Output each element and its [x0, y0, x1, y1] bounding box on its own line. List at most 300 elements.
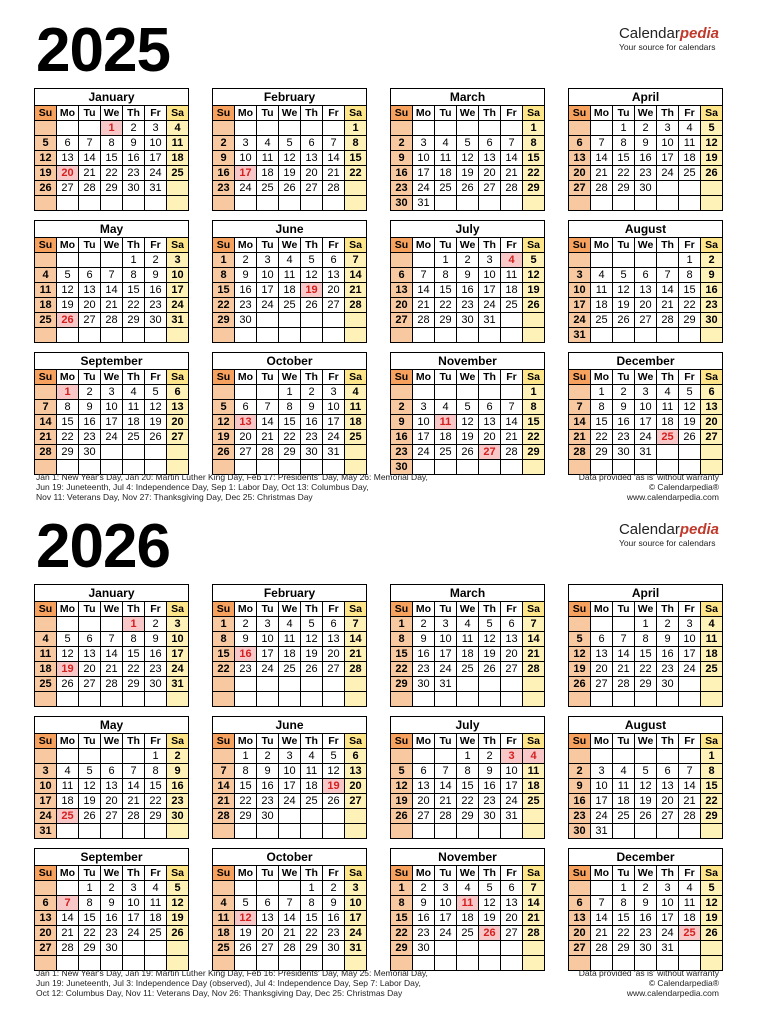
day-cell: 20 — [79, 298, 101, 313]
day-cell: 10 — [435, 632, 457, 647]
day-cell: 2 — [413, 617, 435, 632]
day-cell: 14 — [345, 268, 367, 283]
day-cell: 20 — [79, 662, 101, 677]
empty-day-cell — [569, 385, 591, 400]
empty-day-cell — [479, 385, 501, 400]
day-cell: 1 — [79, 881, 101, 896]
empty-day-cell — [213, 692, 235, 707]
empty-day-cell — [701, 328, 723, 343]
day-cell: 3 — [101, 385, 123, 400]
day-cell: 28 — [435, 809, 457, 824]
weekday-header: Sa — [167, 602, 189, 617]
month-april — [568, 584, 723, 707]
day-cell: 8 — [457, 764, 479, 779]
holiday-day-cell: 1 — [57, 385, 79, 400]
day-cell: 17 — [657, 151, 679, 166]
day-cell: 2 — [323, 881, 345, 896]
month-name: February — [212, 584, 367, 601]
day-cell: 28 — [501, 445, 523, 460]
day-cell: 18 — [145, 911, 167, 926]
empty-day-cell — [213, 121, 235, 136]
weekday-header: Fr — [501, 238, 523, 253]
weekday-header: Th — [479, 238, 501, 253]
day-cell: 30 — [101, 941, 123, 956]
day-cell: 24 — [435, 662, 457, 677]
day-cell: 10 — [501, 764, 523, 779]
empty-day-cell — [323, 677, 345, 692]
day-cell: 3 — [123, 881, 145, 896]
day-cell: 31 — [591, 824, 613, 839]
day-cell: 26 — [57, 677, 79, 692]
day-cell: 26 — [635, 809, 657, 824]
day-cell: 3 — [167, 253, 189, 268]
day-cell: 22 — [591, 430, 613, 445]
day-cell: 3 — [591, 764, 613, 779]
day-cell: 1 — [213, 617, 235, 632]
day-cell: 10 — [657, 896, 679, 911]
day-cell: 21 — [413, 298, 435, 313]
day-cell: 19 — [479, 911, 501, 926]
day-cell: 4 — [279, 253, 301, 268]
day-cell: 11 — [35, 647, 57, 662]
day-cell: 12 — [391, 779, 413, 794]
day-cell: 2 — [79, 385, 101, 400]
weekday-header: Sa — [523, 866, 545, 881]
day-cell: 19 — [569, 662, 591, 677]
day-cell: 31 — [145, 181, 167, 196]
day-cell: 10 — [35, 779, 57, 794]
day-cell: 25 — [435, 445, 457, 460]
day-cell: 29 — [457, 809, 479, 824]
day-cell: 7 — [257, 400, 279, 415]
day-cell: 16 — [235, 283, 257, 298]
weekday-header: Th — [657, 106, 679, 121]
empty-day-cell — [235, 385, 257, 400]
month-table — [34, 105, 189, 211]
empty-day-cell — [213, 677, 235, 692]
empty-day-cell — [213, 196, 235, 211]
day-cell: 26 — [167, 926, 189, 941]
day-cell: 30 — [635, 941, 657, 956]
day-cell: 27 — [257, 941, 279, 956]
day-cell: 3 — [345, 881, 367, 896]
day-cell: 24 — [569, 313, 591, 328]
empty-day-cell — [657, 692, 679, 707]
month-june — [212, 220, 367, 343]
empty-day-cell — [479, 196, 501, 211]
day-cell: 30 — [569, 824, 591, 839]
weekday-header: Th — [479, 866, 501, 881]
day-cell: 13 — [301, 151, 323, 166]
month-name: January — [34, 584, 189, 601]
day-cell: 8 — [235, 764, 257, 779]
weekday-header: Th — [657, 370, 679, 385]
day-cell: 9 — [101, 896, 123, 911]
empty-day-cell — [301, 328, 323, 343]
day-cell: 28 — [35, 445, 57, 460]
day-cell: 18 — [501, 283, 523, 298]
empty-day-cell — [435, 749, 457, 764]
empty-day-cell — [391, 692, 413, 707]
day-cell: 8 — [679, 268, 701, 283]
day-cell: 18 — [279, 283, 301, 298]
day-cell: 3 — [167, 617, 189, 632]
day-cell: 28 — [257, 445, 279, 460]
empty-day-cell — [591, 121, 613, 136]
weekday-header: Th — [479, 602, 501, 617]
day-cell: 19 — [167, 911, 189, 926]
day-cell: 2 — [569, 764, 591, 779]
weekday-header: Tu — [79, 866, 101, 881]
day-cell: 25 — [591, 313, 613, 328]
day-cell: 18 — [435, 430, 457, 445]
day-cell: 15 — [79, 911, 101, 926]
day-cell: 14 — [501, 415, 523, 430]
empty-day-cell — [279, 313, 301, 328]
day-cell: 1 — [145, 749, 167, 764]
day-cell: 14 — [57, 911, 79, 926]
day-cell: 13 — [167, 400, 189, 415]
day-cell: 10 — [479, 268, 501, 283]
day-cell: 3 — [145, 121, 167, 136]
day-cell: 28 — [57, 941, 79, 956]
weekday-header: Su — [35, 106, 57, 121]
weekday-header: Fr — [145, 238, 167, 253]
day-cell: 28 — [213, 809, 235, 824]
day-cell: 24 — [123, 926, 145, 941]
empty-day-cell — [301, 809, 323, 824]
day-cell: 6 — [391, 268, 413, 283]
weekday-header: Mo — [413, 866, 435, 881]
empty-day-cell — [523, 196, 545, 211]
empty-day-cell — [591, 881, 613, 896]
empty-day-cell — [145, 328, 167, 343]
day-cell: 13 — [501, 896, 523, 911]
day-cell: 19 — [57, 298, 79, 313]
empty-day-cell — [701, 824, 723, 839]
empty-day-cell — [679, 677, 701, 692]
day-cell: 15 — [301, 911, 323, 926]
empty-day-cell — [679, 328, 701, 343]
day-cell: 15 — [213, 647, 235, 662]
holiday-day-cell: 1 — [123, 617, 145, 632]
day-cell: 16 — [123, 151, 145, 166]
day-cell: 15 — [101, 151, 123, 166]
weekday-header: Th — [479, 734, 501, 749]
empty-day-cell — [523, 956, 545, 971]
day-cell: 20 — [345, 779, 367, 794]
empty-day-cell — [213, 385, 235, 400]
weekday-header: Mo — [413, 602, 435, 617]
weekday-header: Su — [35, 370, 57, 385]
day-cell: 7 — [323, 136, 345, 151]
day-cell: 23 — [145, 298, 167, 313]
day-cell: 18 — [279, 647, 301, 662]
day-cell: 28 — [413, 313, 435, 328]
empty-day-cell — [591, 328, 613, 343]
day-cell: 29 — [301, 941, 323, 956]
weekday-header: Sa — [345, 866, 367, 881]
day-cell: 6 — [235, 400, 257, 415]
day-cell: 31 — [501, 809, 523, 824]
empty-day-cell — [613, 253, 635, 268]
empty-day-cell — [457, 328, 479, 343]
empty-day-cell — [523, 824, 545, 839]
day-cell: 8 — [523, 400, 545, 415]
weekday-header: Su — [213, 238, 235, 253]
day-cell: 4 — [657, 385, 679, 400]
day-cell: 20 — [235, 430, 257, 445]
empty-day-cell — [323, 692, 345, 707]
day-cell: 5 — [145, 385, 167, 400]
day-cell: 24 — [235, 181, 257, 196]
day-cell: 5 — [679, 385, 701, 400]
weekday-header: We — [101, 866, 123, 881]
weekday-header: Su — [391, 370, 413, 385]
empty-day-cell — [57, 196, 79, 211]
empty-day-cell — [701, 941, 723, 956]
day-cell: 19 — [701, 911, 723, 926]
day-cell: 26 — [613, 313, 635, 328]
day-cell: 18 — [457, 911, 479, 926]
day-cell: 9 — [257, 764, 279, 779]
day-cell: 8 — [635, 632, 657, 647]
day-cell: 19 — [301, 647, 323, 662]
day-cell: 28 — [523, 662, 545, 677]
day-cell: 6 — [479, 400, 501, 415]
empty-day-cell — [391, 385, 413, 400]
weekday-header: Fr — [145, 602, 167, 617]
weekday-header: We — [635, 866, 657, 881]
month-table — [390, 237, 545, 343]
empty-day-cell — [57, 881, 79, 896]
day-cell: 30 — [235, 313, 257, 328]
day-cell: 31 — [167, 313, 189, 328]
day-cell: 9 — [701, 268, 723, 283]
day-cell: 30 — [391, 196, 413, 211]
weekday-header: Mo — [235, 866, 257, 881]
day-cell: 6 — [569, 136, 591, 151]
day-cell: 18 — [523, 779, 545, 794]
empty-day-cell — [413, 824, 435, 839]
day-cell: 16 — [145, 283, 167, 298]
empty-day-cell — [657, 749, 679, 764]
month-december — [568, 848, 723, 971]
day-cell: 30 — [479, 809, 501, 824]
day-cell: 26 — [301, 298, 323, 313]
weekday-header: Tu — [257, 866, 279, 881]
day-cell: 8 — [391, 896, 413, 911]
day-cell: 1 — [435, 253, 457, 268]
holiday-note-line: Jan 1: New Year's Day, Jan 20: Martin Luther King Day, Feb 17: Presidents' Day, May 26: Memorial Day, — [36, 472, 428, 482]
weekday-header: Mo — [591, 866, 613, 881]
weekday-header: Tu — [79, 602, 101, 617]
empty-day-cell — [679, 824, 701, 839]
day-cell: 17 — [101, 415, 123, 430]
day-cell: 26 — [457, 445, 479, 460]
day-cell: 8 — [123, 632, 145, 647]
day-cell: 17 — [679, 647, 701, 662]
month-table — [212, 237, 367, 343]
empty-day-cell — [679, 445, 701, 460]
month-june — [212, 716, 367, 839]
day-cell: 17 — [35, 794, 57, 809]
weekday-header: We — [457, 106, 479, 121]
day-cell: 27 — [323, 662, 345, 677]
empty-day-cell — [235, 824, 257, 839]
day-cell: 15 — [701, 779, 723, 794]
day-cell: 8 — [57, 400, 79, 415]
day-cell: 6 — [301, 136, 323, 151]
day-cell: 20 — [167, 415, 189, 430]
day-cell: 21 — [57, 926, 79, 941]
day-cell: 8 — [591, 400, 613, 415]
weekday-header: Fr — [679, 106, 701, 121]
day-cell: 11 — [345, 400, 367, 415]
day-cell: 14 — [591, 911, 613, 926]
day-cell: 15 — [613, 911, 635, 926]
day-cell: 6 — [413, 764, 435, 779]
day-cell: 5 — [301, 253, 323, 268]
day-cell: 24 — [257, 298, 279, 313]
day-cell: 13 — [79, 283, 101, 298]
day-cell: 17 — [167, 647, 189, 662]
month-name: March — [390, 584, 545, 601]
day-cell: 11 — [145, 896, 167, 911]
weekday-header: Sa — [167, 734, 189, 749]
day-cell: 13 — [257, 911, 279, 926]
weekday-header: We — [279, 370, 301, 385]
empty-day-cell — [257, 881, 279, 896]
day-cell: 15 — [635, 647, 657, 662]
day-cell: 16 — [301, 415, 323, 430]
day-cell: 12 — [701, 896, 723, 911]
day-cell: 11 — [679, 896, 701, 911]
day-cell: 4 — [213, 896, 235, 911]
empty-day-cell — [123, 824, 145, 839]
empty-day-cell — [569, 196, 591, 211]
day-cell: 22 — [613, 926, 635, 941]
holiday-day-cell: 26 — [57, 313, 79, 328]
day-cell: 30 — [657, 677, 679, 692]
empty-day-cell — [345, 677, 367, 692]
empty-day-cell — [145, 196, 167, 211]
day-cell: 26 — [235, 941, 257, 956]
day-cell: 13 — [345, 764, 367, 779]
empty-day-cell — [145, 941, 167, 956]
empty-day-cell — [435, 328, 457, 343]
month-december — [568, 352, 723, 475]
day-cell: 9 — [657, 632, 679, 647]
day-cell: 4 — [145, 881, 167, 896]
day-cell: 2 — [413, 881, 435, 896]
month-table — [212, 105, 367, 211]
day-cell: 18 — [257, 166, 279, 181]
day-cell: 19 — [635, 794, 657, 809]
empty-day-cell — [213, 824, 235, 839]
day-cell: 3 — [323, 385, 345, 400]
day-cell: 7 — [591, 136, 613, 151]
day-cell: 27 — [235, 445, 257, 460]
empty-day-cell — [657, 328, 679, 343]
weekday-header: We — [457, 238, 479, 253]
day-cell: 28 — [79, 181, 101, 196]
day-cell: 25 — [613, 809, 635, 824]
day-cell: 9 — [301, 400, 323, 415]
day-cell: 2 — [145, 617, 167, 632]
day-cell: 23 — [213, 181, 235, 196]
weekday-header: We — [457, 734, 479, 749]
weekday-header: Tu — [257, 734, 279, 749]
day-cell: 11 — [279, 632, 301, 647]
day-cell: 22 — [213, 662, 235, 677]
day-cell: 12 — [301, 268, 323, 283]
day-cell: 31 — [167, 677, 189, 692]
day-cell: 30 — [123, 181, 145, 196]
day-cell: 5 — [457, 136, 479, 151]
empty-day-cell — [413, 328, 435, 343]
day-cell: 19 — [145, 415, 167, 430]
day-cell: 3 — [679, 617, 701, 632]
day-cell: 20 — [701, 415, 723, 430]
weekday-header: Su — [213, 370, 235, 385]
day-cell: 16 — [167, 779, 189, 794]
day-cell: 24 — [257, 662, 279, 677]
day-cell: 11 — [679, 136, 701, 151]
day-cell: 12 — [323, 764, 345, 779]
empty-day-cell — [35, 385, 57, 400]
day-cell: 20 — [35, 926, 57, 941]
day-cell: 10 — [679, 632, 701, 647]
day-cell: 15 — [57, 415, 79, 430]
day-cell: 12 — [57, 283, 79, 298]
empty-day-cell — [569, 749, 591, 764]
empty-day-cell — [523, 313, 545, 328]
day-cell: 16 — [569, 794, 591, 809]
weekday-header: Tu — [613, 370, 635, 385]
empty-day-cell — [235, 328, 257, 343]
day-cell: 7 — [79, 136, 101, 151]
empty-day-cell — [345, 196, 367, 211]
day-cell: 10 — [657, 136, 679, 151]
day-cell: 3 — [257, 617, 279, 632]
weekday-header: Th — [301, 106, 323, 121]
day-cell: 21 — [345, 647, 367, 662]
day-cell: 19 — [457, 166, 479, 181]
empty-day-cell — [613, 328, 635, 343]
day-cell: 7 — [213, 764, 235, 779]
day-cell: 12 — [479, 632, 501, 647]
day-cell: 29 — [613, 941, 635, 956]
day-cell: 29 — [57, 445, 79, 460]
day-cell: 24 — [101, 430, 123, 445]
empty-day-cell — [635, 253, 657, 268]
day-cell: 2 — [657, 617, 679, 632]
day-cell: 19 — [391, 794, 413, 809]
day-cell: 22 — [279, 430, 301, 445]
day-cell: 22 — [523, 430, 545, 445]
month-table — [34, 733, 189, 839]
day-cell: 14 — [101, 283, 123, 298]
day-cell: 27 — [79, 677, 101, 692]
empty-day-cell — [123, 941, 145, 956]
empty-day-cell — [279, 881, 301, 896]
day-cell: 22 — [345, 166, 367, 181]
day-cell: 28 — [101, 313, 123, 328]
weekday-header: Su — [391, 602, 413, 617]
empty-day-cell — [279, 196, 301, 211]
day-cell: 27 — [79, 313, 101, 328]
